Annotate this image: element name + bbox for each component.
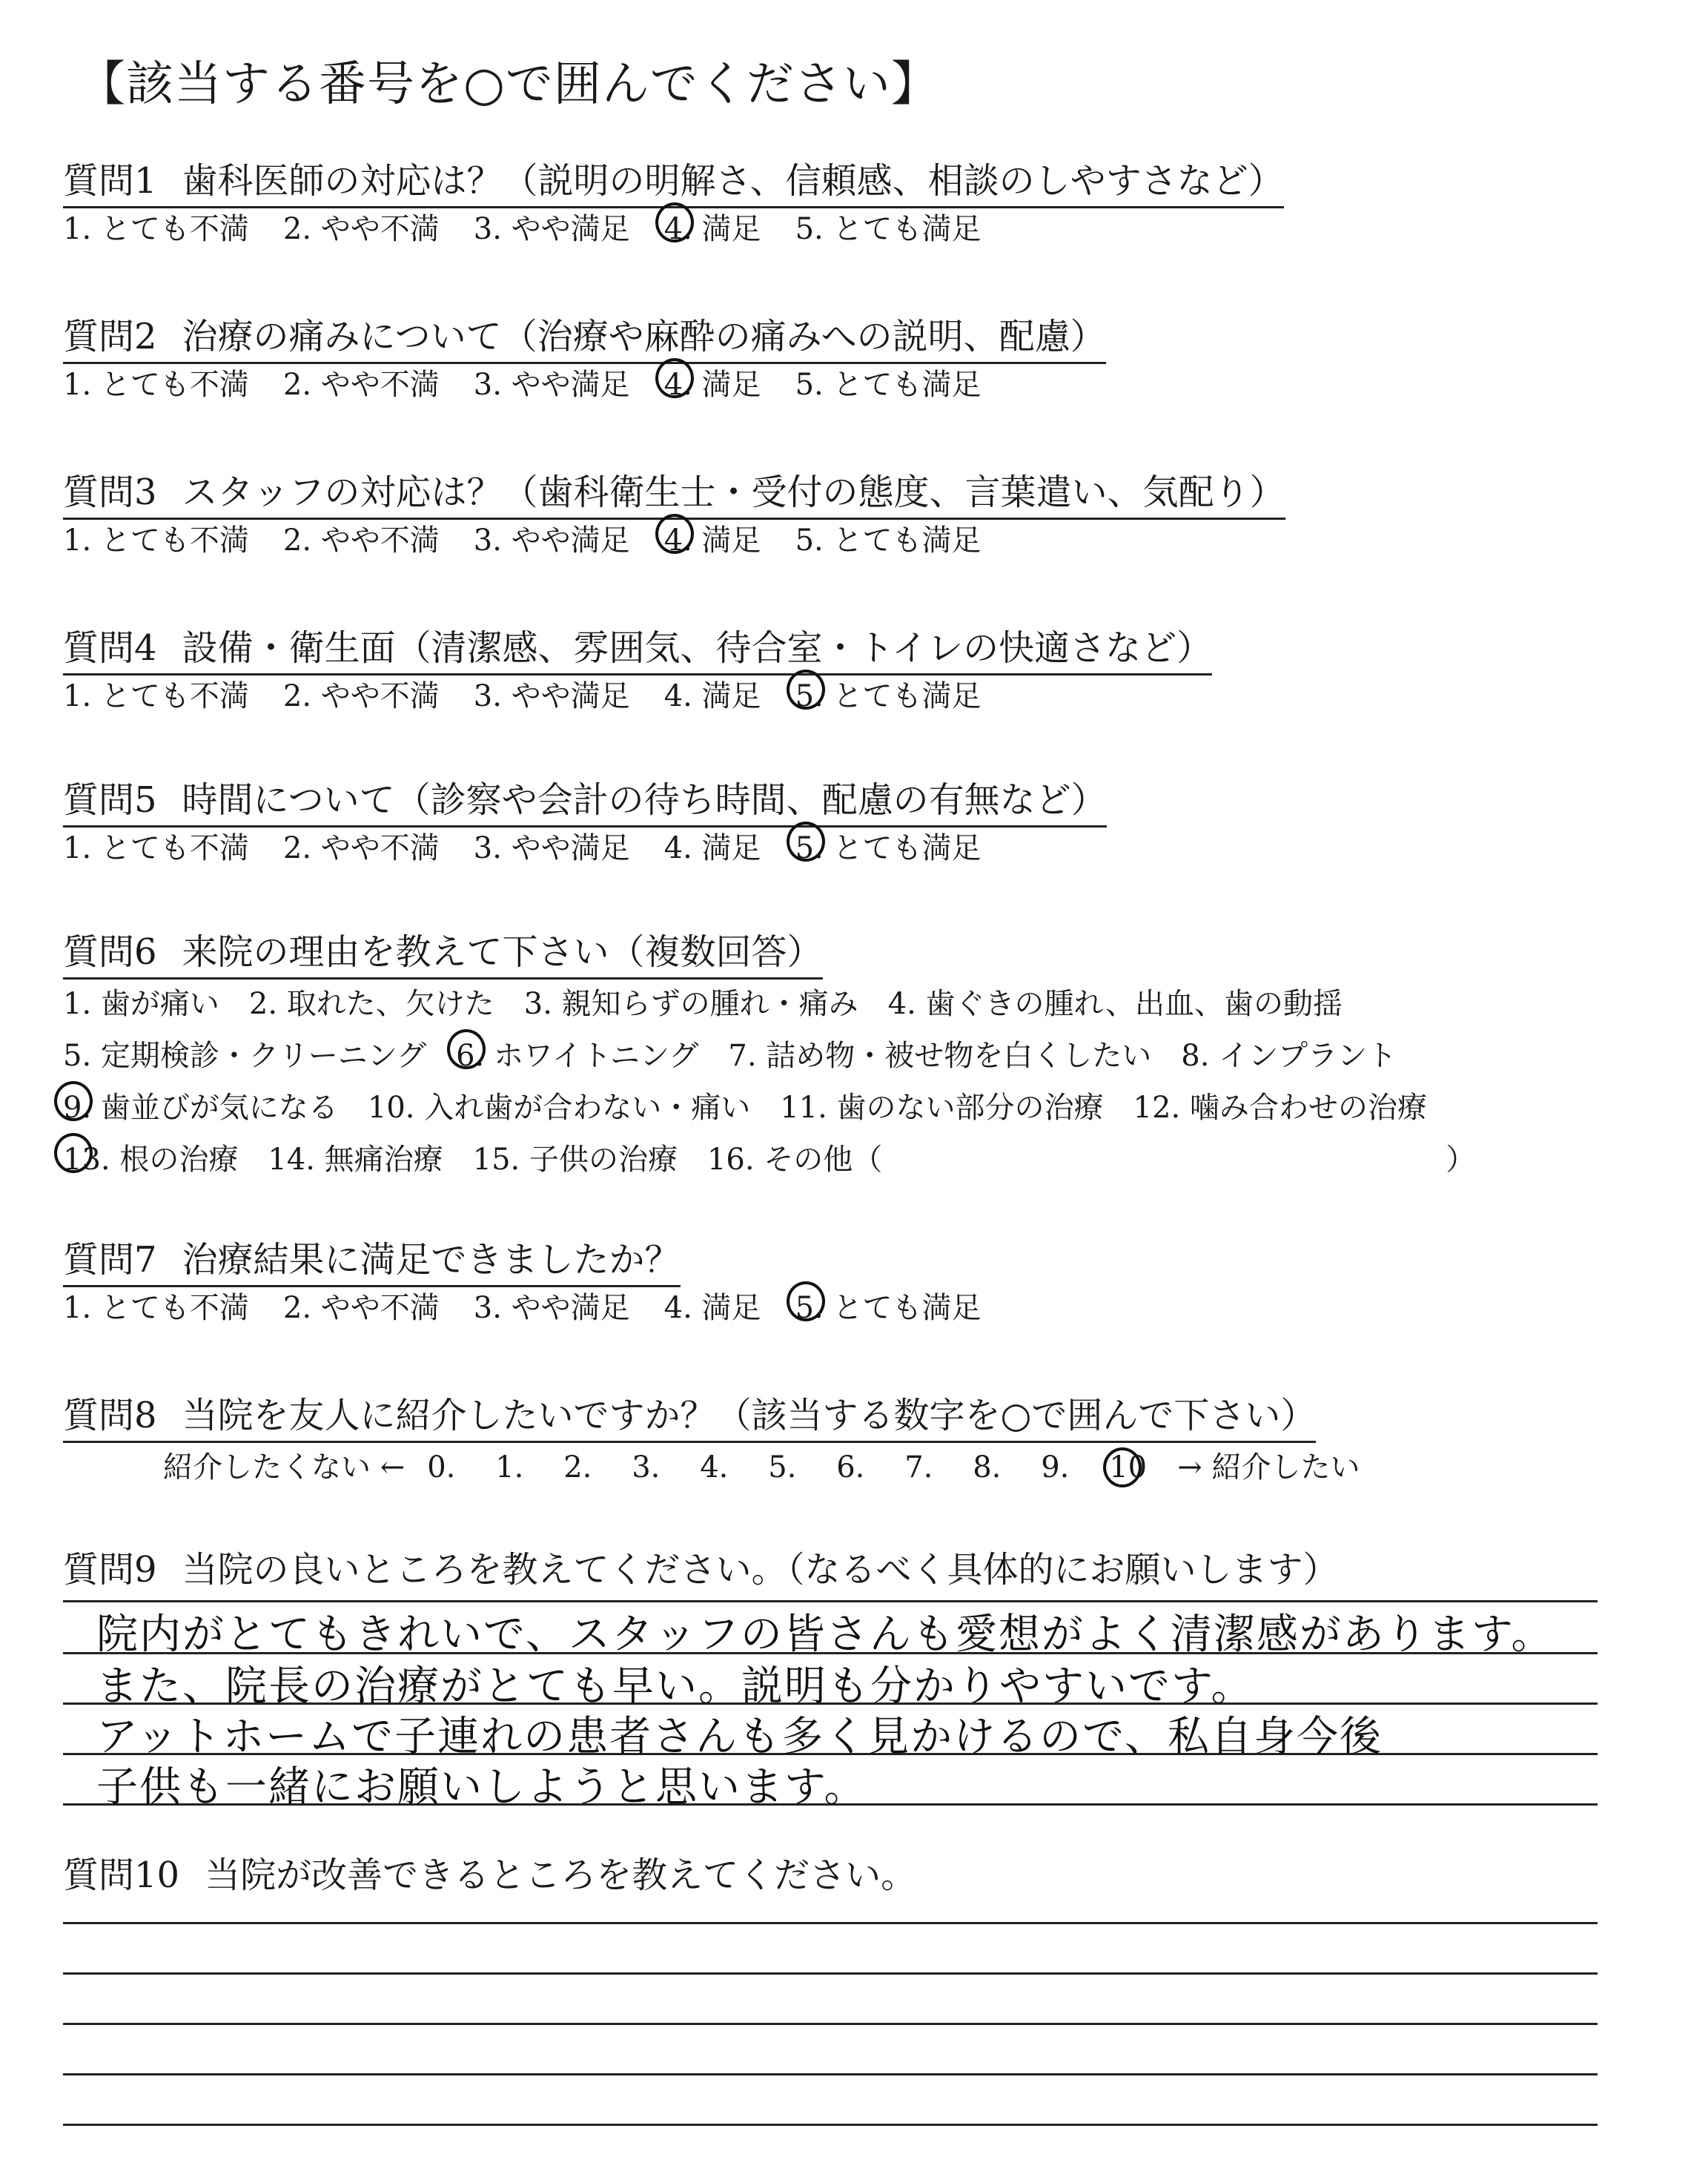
q3-option-3[interactable] xyxy=(474,517,630,559)
q3-option-2[interactable] xyxy=(283,517,440,559)
q6-reason-label: 16. その他（ xyxy=(706,1143,883,1177)
q6-reason-label: 12. 噛み合わせの治療 xyxy=(1133,1091,1427,1125)
q7-number: 質問7 xyxy=(63,1239,157,1281)
answer-rule xyxy=(63,1972,1598,1975)
selection-circle xyxy=(447,1029,486,1069)
q8-number-5[interactable] xyxy=(768,1450,836,1484)
q9-handwritten-line: アットホームで子連れの患者さんも多く見かけるので、私自身今後 xyxy=(96,1713,1383,1761)
answer-rule xyxy=(63,2124,1598,2126)
q2-option-3[interactable] xyxy=(474,361,630,403)
q6-reason[interactable] xyxy=(268,1136,443,1178)
q6-reason[interactable] xyxy=(63,1084,338,1126)
q9-heading xyxy=(63,1541,1339,1592)
q4-option-3-label: 3. やや満足 xyxy=(473,679,630,713)
answer-rule xyxy=(63,2073,1598,2075)
q6-reason[interactable] xyxy=(63,980,219,1023)
q5-number: 質問5 xyxy=(63,779,157,821)
q3-option-1[interactable] xyxy=(63,517,249,559)
q4-option-5[interactable] xyxy=(795,673,982,715)
q2-option-4-label: 4. 満足 xyxy=(663,368,761,402)
q8-number-10[interactable] xyxy=(1109,1450,1177,1484)
q1-option-4-label: 4. 満足 xyxy=(663,212,761,246)
q8-heading xyxy=(63,1387,1316,1443)
q7-option-4-label: 4. 満足 xyxy=(663,1291,761,1325)
q8-number-2[interactable] xyxy=(563,1450,632,1484)
q5-text: 時間について（診察や会計の待ち時間、配慮の有無など） xyxy=(182,779,1107,821)
q6-reason-label: 11. 歯のない部分の治療 xyxy=(780,1091,1104,1125)
q1-option-1[interactable] xyxy=(63,205,249,248)
q8-number-label: 3. xyxy=(632,1450,661,1484)
selection-circle xyxy=(1103,1447,1142,1487)
q7-option-5[interactable] xyxy=(795,1284,982,1327)
q6-row xyxy=(63,1084,1457,1126)
q5-option-4-label: 4. 満足 xyxy=(663,831,761,865)
q6-reason-label: 13. 根の治療 xyxy=(63,1143,239,1177)
q6-reason[interactable] xyxy=(728,1032,1151,1074)
q3-option-4[interactable] xyxy=(664,517,761,559)
q7-option-2-label: 2. やや不満 xyxy=(282,1291,440,1325)
q6-reason[interactable] xyxy=(368,1084,750,1126)
q2-option-5-label: 5. とても満足 xyxy=(795,368,982,402)
q6-reason[interactable] xyxy=(707,1136,882,1178)
answer-rule xyxy=(63,1922,1598,1924)
q6-reason[interactable] xyxy=(524,980,858,1023)
selection-circle xyxy=(54,1133,93,1173)
q8-number-label: 9. xyxy=(1041,1450,1070,1484)
q7-heading xyxy=(63,1231,681,1287)
q6-reason-label: ） xyxy=(1446,1143,1476,1177)
q2-option-4[interactable] xyxy=(664,361,761,403)
q5-option-4[interactable] xyxy=(664,825,761,867)
q9-text: 当院の良いところを教えてください。（なるべく具体的にお願いします） xyxy=(182,1549,1339,1591)
q7-option-4[interactable] xyxy=(664,1284,761,1327)
q2-options xyxy=(63,361,1015,403)
q10-number: 質問10 xyxy=(63,1855,180,1896)
q8-number-label: 6. xyxy=(836,1450,865,1484)
q1-heading xyxy=(63,152,1284,208)
q5-options xyxy=(63,825,1015,867)
q3-options xyxy=(63,517,1015,559)
page-title: 【該当する番号を○で囲んでください】 xyxy=(78,57,939,112)
q8-left-label: 紹介したくない ← xyxy=(163,1450,406,1484)
q6-reason[interactable] xyxy=(249,980,494,1023)
q4-option-4[interactable] xyxy=(664,673,761,715)
q5-option-3[interactable] xyxy=(474,825,630,867)
q1-option-3-label: 3. やや満足 xyxy=(473,212,630,246)
selection-circle xyxy=(787,1281,825,1321)
q6-reason-label: 8. インプラント xyxy=(1181,1039,1397,1073)
q4-option-2[interactable] xyxy=(283,673,440,715)
q3-option-1-label: 1. とても不満 xyxy=(63,524,249,558)
q4-options xyxy=(63,673,1015,715)
q8-number-label: 4. xyxy=(700,1450,729,1484)
q8-number-label: 7. xyxy=(904,1450,933,1484)
q8-number-7[interactable] xyxy=(904,1450,973,1484)
q8-number-label: 0. xyxy=(427,1450,456,1484)
q4-heading xyxy=(63,619,1212,676)
q8-right-label: → 紹介したい xyxy=(1177,1450,1360,1484)
q7-options xyxy=(63,1284,1015,1327)
q8-number-label: 8. xyxy=(973,1450,1002,1484)
q6-reason-label: 4. 歯ぐきの腫れ、出血、歯の動揺 xyxy=(887,987,1343,1021)
q1-option-2-label: 2. やや不満 xyxy=(282,212,440,246)
q5-option-3-label: 3. やや満足 xyxy=(473,831,630,865)
q2-option-5[interactable] xyxy=(795,361,982,403)
q8-number-9[interactable] xyxy=(1041,1450,1109,1484)
q6-reason-label: 15. 子供の治療 xyxy=(472,1143,678,1177)
q6-number: 質問6 xyxy=(63,931,157,973)
q6-row xyxy=(63,1136,1505,1178)
q8-text: 当院を友人に紹介したいですか？（該当する数字を○で囲んで下さい） xyxy=(182,1395,1317,1436)
q9-handwritten-line: また、院長の治療がとても早い。説明も分かりやすいです。 xyxy=(96,1662,1254,1711)
q6-heading xyxy=(63,923,823,980)
q6-reason-label: 2. 取れた、欠けた xyxy=(248,987,494,1021)
q1-options xyxy=(63,205,1015,248)
q3-text: スタッフの対応は？（歯科衛生士・受付の態度、言葉遣い、気配り） xyxy=(182,472,1285,513)
q6-reason[interactable] xyxy=(780,1084,1103,1126)
q3-heading xyxy=(63,463,1285,520)
q4-option-2-label: 2. やや不満 xyxy=(282,679,440,713)
q1-option-3[interactable] xyxy=(474,205,630,248)
q7-option-3-label: 3. やや満足 xyxy=(473,1291,630,1325)
q9-handwritten-line: 院内がとてもきれいで、スタッフの皆さんも愛想がよく清潔感があります。 xyxy=(96,1611,1555,1659)
q2-heading xyxy=(63,308,1106,364)
q1-option-4[interactable] xyxy=(664,205,761,248)
q6-reason-label: 6. ホワイトニング xyxy=(456,1039,699,1073)
q6-reason[interactable] xyxy=(1446,1136,1475,1178)
q7-text: 治療結果に満足できましたか？ xyxy=(182,1239,681,1281)
q2-option-2-label: 2. やや不満 xyxy=(282,368,440,402)
q5-option-5[interactable] xyxy=(795,825,982,867)
q8-number-3[interactable] xyxy=(632,1450,700,1484)
q5-option-5-label: 5. とても満足 xyxy=(795,831,982,865)
q6-row xyxy=(63,1032,1426,1074)
q6-reason-label: 14. 無痛治療 xyxy=(268,1143,443,1177)
q1-option-5[interactable] xyxy=(795,205,982,248)
q6-reason[interactable] xyxy=(63,1136,238,1178)
selection-circle xyxy=(787,670,825,710)
q6-text: 来院の理由を教えて下さい（複数回答） xyxy=(182,931,823,973)
q7-option-1[interactable] xyxy=(63,1284,249,1327)
answer-rule xyxy=(63,2023,1598,2025)
q2-option-2[interactable] xyxy=(283,361,440,403)
q5-option-1-label: 1. とても不満 xyxy=(63,831,249,865)
q6-reason[interactable] xyxy=(456,1032,698,1074)
q3-option-4-label: 4. 満足 xyxy=(663,524,761,558)
q2-option-3-label: 3. やや満足 xyxy=(473,368,630,402)
q4-number: 質問4 xyxy=(63,627,157,669)
q7-option-1-label: 1. とても不満 xyxy=(63,1291,249,1325)
q8-number-4[interactable] xyxy=(700,1450,768,1484)
q1-option-1-label: 1. とても不満 xyxy=(63,212,249,246)
q1-option-2[interactable] xyxy=(283,205,440,248)
q9-handwritten-line: 子供も一緒にお願いしようと思います。 xyxy=(96,1763,867,1811)
q5-heading xyxy=(63,771,1107,828)
q4-option-3[interactable] xyxy=(474,673,630,715)
q3-option-2-label: 2. やや不満 xyxy=(282,524,440,558)
q7-option-5-label: 5. とても満足 xyxy=(795,1291,982,1325)
q6-reason[interactable] xyxy=(1181,1032,1397,1074)
q6-row xyxy=(63,980,1372,1023)
q6-reason-label: 5. 定期検診・クリーニング xyxy=(63,1039,427,1073)
selection-circle xyxy=(655,514,694,554)
q10-heading xyxy=(63,1846,916,1898)
q4-option-1-label: 1. とても不満 xyxy=(63,679,249,713)
q8-number-label: 10 xyxy=(1109,1450,1148,1484)
q8-number-0[interactable] xyxy=(427,1450,495,1484)
q5-option-2-label: 2. やや不満 xyxy=(282,831,440,865)
q2-option-1[interactable] xyxy=(63,361,249,403)
selection-circle xyxy=(655,358,694,398)
q1-option-5-label: 5. とても満足 xyxy=(795,212,982,246)
q8-number: 質問8 xyxy=(63,1395,157,1436)
q6-reason-label: 1. 歯が痛い xyxy=(63,987,219,1021)
q2-number: 質問2 xyxy=(63,316,157,357)
q3-option-5[interactable] xyxy=(795,517,982,559)
q4-option-4-label: 4. 満足 xyxy=(663,679,761,713)
q8-number-label: 1. xyxy=(495,1450,524,1484)
q7-option-2[interactable] xyxy=(283,1284,440,1327)
q5-option-2[interactable] xyxy=(283,825,440,867)
q7-option-3[interactable] xyxy=(474,1284,630,1327)
selection-circle xyxy=(787,822,825,862)
q3-number: 質問3 xyxy=(63,472,157,513)
q8-number-1[interactable] xyxy=(495,1450,563,1484)
q3-option-3-label: 3. やや満足 xyxy=(473,524,630,558)
q4-text: 設備・衛生面（清潔感、雰囲気、待合室・トイレの快適さなど） xyxy=(182,627,1213,669)
q8-number-6[interactable] xyxy=(836,1450,904,1484)
selection-circle xyxy=(655,202,694,242)
q9-number: 質問9 xyxy=(63,1549,157,1591)
q6-reason[interactable] xyxy=(63,1032,426,1074)
q6-reason-label: 3. 親知らずの腫れ・痛み xyxy=(523,987,858,1021)
q2-text: 治療の痛みについて（治療や麻酔の痛みへの説明、配慮） xyxy=(182,316,1106,357)
q6-reason-label: 10. 入れ歯が合わない・痛い xyxy=(367,1091,751,1125)
q5-option-1[interactable] xyxy=(63,825,249,867)
q8-number-label: 5. xyxy=(768,1450,797,1484)
q10-text: 当院が改善できるところを教えてください。 xyxy=(205,1855,917,1896)
q1-number: 質問1 xyxy=(63,160,157,202)
q2-option-1-label: 1. とても不満 xyxy=(63,368,249,402)
q8-scale xyxy=(163,1444,1379,1486)
q4-option-5-label: 5. とても満足 xyxy=(795,679,982,713)
q6-reason[interactable] xyxy=(888,980,1343,1023)
q3-option-5-label: 5. とても満足 xyxy=(795,524,982,558)
q8-number-label: 2. xyxy=(563,1450,592,1484)
q1-text: 歯科医師の対応は？（説明の明解さ、信頼感、相談のしやすさなど） xyxy=(182,160,1284,202)
q4-option-1[interactable] xyxy=(63,673,249,715)
q8-number-8[interactable] xyxy=(973,1450,1041,1484)
q6-reason-label: 9. 歯並びが気になる xyxy=(63,1091,338,1125)
q6-reason-label: 7. 詰め物・被せ物を白くしたい xyxy=(728,1039,1152,1073)
q6-reason[interactable] xyxy=(1133,1084,1427,1126)
q6-reason[interactable] xyxy=(473,1136,678,1178)
selection-circle xyxy=(54,1081,93,1121)
